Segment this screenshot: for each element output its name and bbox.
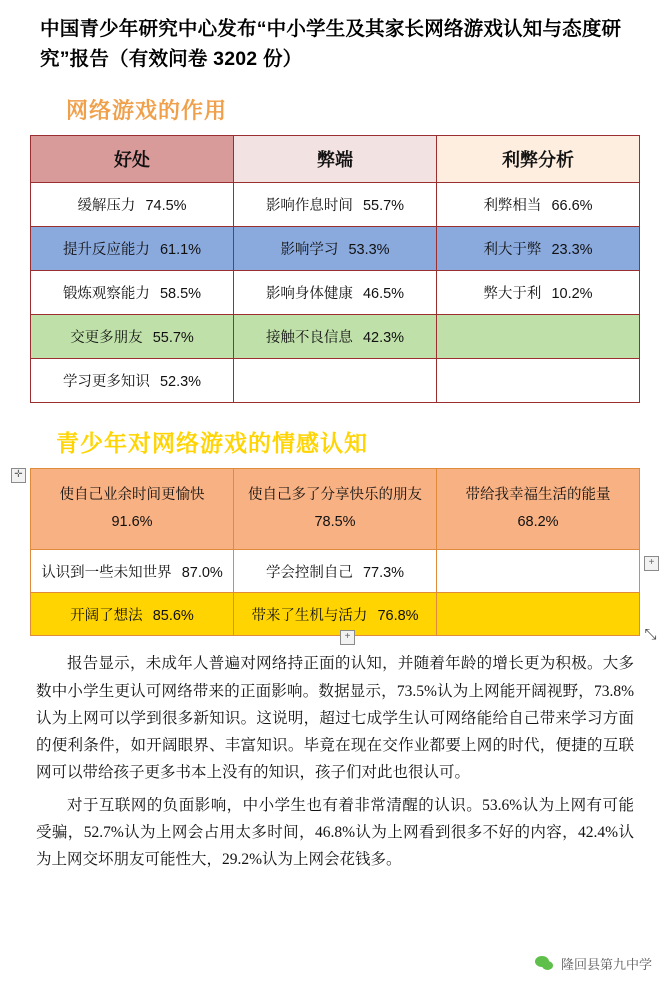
footer-badge [535, 954, 652, 973]
cell-label: 认识到一些未知世界 [41, 564, 172, 581]
table-cell [437, 359, 640, 403]
table-cell [31, 469, 234, 550]
cell-value: 58.5% [159, 286, 202, 303]
cell-label: 学会控制自己 [265, 564, 353, 581]
table-row [31, 227, 640, 271]
cell-label: 使自己业余时间更愉快 [59, 486, 205, 503]
table-emotional-cognition-wrapper [14, 468, 657, 644]
cell-label: 学习更多知识 [62, 374, 150, 391]
table-cell [437, 183, 640, 227]
table-row [31, 593, 640, 636]
column-header-benefits: 好处 [31, 136, 234, 183]
table-game-effects [30, 135, 640, 403]
cell-value: 68.2% [517, 514, 559, 531]
table-cell [234, 359, 437, 403]
table-cell [31, 315, 234, 359]
cell-label: 使自己多了分享快乐的朋友 [248, 486, 422, 503]
table-cell [31, 271, 234, 315]
table-move-handle[interactable]: ✛ [11, 468, 26, 483]
table-cell [437, 271, 640, 315]
table-resize-handle-right[interactable]: + [644, 556, 659, 571]
table-cell [437, 550, 640, 593]
cell-label: 影响学习 [280, 242, 339, 259]
table-row [31, 550, 640, 593]
table-cell [234, 183, 437, 227]
table-row [31, 315, 640, 359]
column-header-analysis: 利弊分析 [437, 136, 640, 183]
paragraph: 报告显示，未成年人普遍对网络持正面的认知，并随着年龄的增长更为积极。大多数中小学生更认可网络带来的正面影响。数据显示，73.5%认为上网能开阔视野，73.8%认为上网可以学到很多新知识。这说明，超过七成学生认可网络能给自己带来学习方面的便利条件，如开阔眼界、丰富知识。毕竟在现在交作业都要上网的时代，便捷的互联网可以带给孩子更多书本上没有的知识，孩子们对此也很认可。 [36, 655, 634, 781]
table-cell [31, 359, 234, 403]
table-cell [234, 469, 437, 550]
table-emotional-cognition [30, 468, 640, 636]
cell-value: 55.7% [362, 198, 405, 215]
body-text [18, 650, 650, 873]
cell-label: 影响身体健康 [265, 286, 353, 303]
cell-label: 接触不良信息 [265, 330, 353, 347]
table-cell [437, 593, 640, 636]
cell-value: 85.6% [152, 607, 194, 624]
cell-value: 10.2% [551, 286, 593, 303]
section-title-game-effects: 网络游戏的作用 [66, 98, 228, 124]
cell-label: 缓解压力 [77, 198, 136, 215]
table-cell [31, 593, 234, 636]
cell-value: 87.0% [181, 564, 223, 581]
column-header-drawbacks: 弊端 [234, 136, 437, 183]
table-cell [31, 550, 234, 593]
wechat-icon [535, 956, 554, 972]
table-row [31, 271, 640, 315]
cell-value: 55.7% [152, 330, 194, 347]
cell-label: 弊大于利 [483, 286, 542, 303]
cell-label: 交更多朋友 [70, 330, 143, 347]
cell-value: 77.3% [362, 564, 405, 581]
table-cell [234, 271, 437, 315]
cell-label: 利大于弊 [483, 242, 542, 259]
table-cell [437, 469, 640, 550]
cell-value: 61.1% [159, 242, 202, 259]
cell-value: 42.3% [362, 330, 405, 347]
cell-value: 46.5% [362, 286, 405, 303]
table-resize-handle-bottom[interactable]: + [340, 630, 355, 645]
cell-value: 53.3% [348, 242, 390, 259]
table-row [31, 183, 640, 227]
section-title-emotional-cognition: 青少年对网络游戏的情感认知 [56, 430, 368, 457]
cell-value: 74.5% [145, 198, 187, 215]
cell-label: 开阔了想法 [70, 607, 143, 624]
table-cell [234, 550, 437, 593]
cell-value: 78.5% [314, 514, 356, 531]
table-header-row [31, 136, 640, 183]
table-row [31, 359, 640, 403]
footer-label: 隆回县第九中学 [560, 957, 652, 972]
table-cell [437, 315, 640, 359]
table-cell [31, 227, 234, 271]
paragraph: 对于互联网的负面影响，中小学生也有着非常清醒的认识。53.6%认为上网有可能受骗，52.7%认为上网会占用太多时间，46.8%认为上网看到很多不好的内容，42.4%认为上网交坏朋友可能性大，29.2%认为上网会花钱多。 [36, 797, 634, 869]
cell-label: 影响作息时间 [265, 198, 353, 215]
table-cell [31, 183, 234, 227]
cell-label: 带给我幸福生活的能量 [465, 486, 611, 503]
cell-value: 76.8% [377, 607, 419, 624]
cell-label: 提升反应能力 [62, 242, 150, 259]
page-title: 中国青少年研究中心发布“中小学生及其家长网络游戏认知与态度研究”报告（有效问卷 3202 份） [40, 18, 622, 71]
table-cell [234, 315, 437, 359]
table-cell [234, 227, 437, 271]
cell-label: 锻炼观察能力 [62, 286, 150, 303]
table-row [31, 469, 640, 550]
cell-value: 66.6% [551, 198, 593, 215]
table-resize-handle-corner[interactable]: ⤡ [644, 626, 657, 644]
cell-value: 52.3% [159, 374, 202, 391]
cell-label: 带来了生机与活力 [251, 607, 368, 624]
cell-value: 23.3% [551, 242, 593, 259]
cell-value: 91.6% [111, 514, 153, 531]
table-cell [234, 593, 437, 636]
cell-label: 利弊相当 [483, 198, 542, 215]
table-cell [437, 227, 640, 271]
